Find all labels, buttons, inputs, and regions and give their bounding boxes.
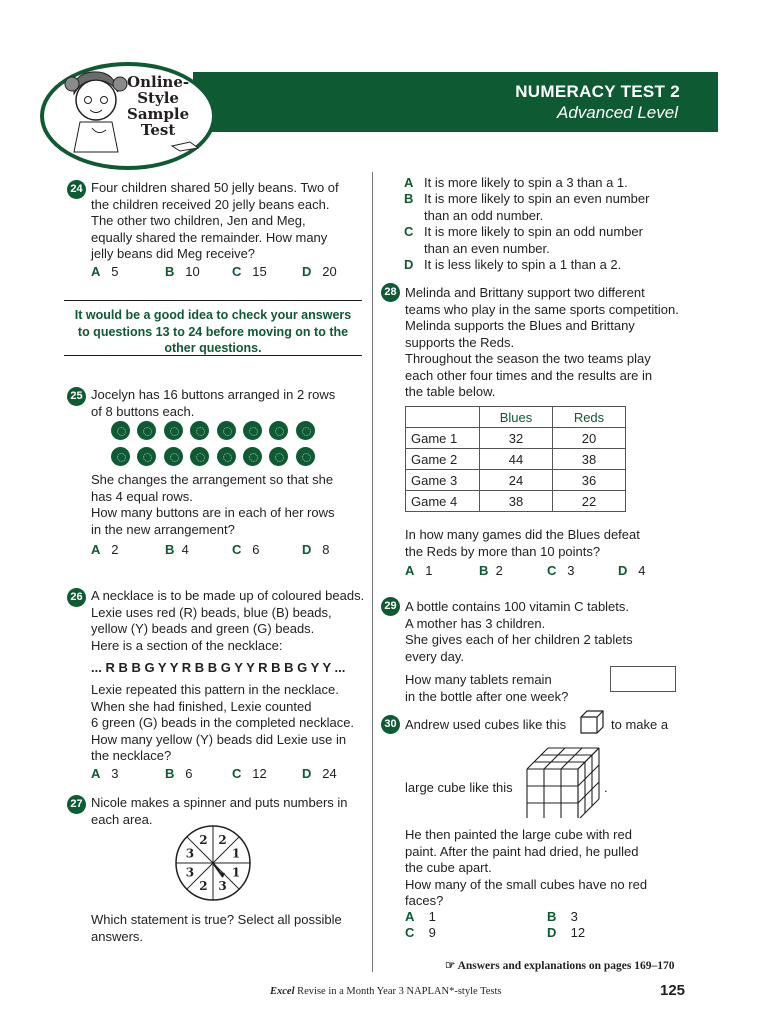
spinner-number: 1 [231, 865, 241, 880]
review-note: It would be a good idea to check your answers to questions 13 to 24 before moving on to the other questions. [64, 300, 362, 356]
option-b[interactable]: B 2 [479, 563, 503, 578]
question-27-text: Nicole makes a spinner and puts numbers in each area. [91, 795, 348, 827]
small-cube-icon [579, 709, 605, 735]
question-number-25: 25 [67, 387, 86, 406]
option-a[interactable]: A 5 [91, 264, 119, 279]
logo-label: Online- Style Sample Test [127, 73, 190, 139]
spinner-number: 2 [199, 832, 208, 847]
spinner-number: 3 [185, 865, 195, 880]
button-dot [296, 421, 315, 440]
button-dot [137, 421, 156, 440]
option-d[interactable]: D 4 [618, 563, 646, 578]
question-24-text: Four children shared 50 jelly beans. Two of the children received 20 jelly beans each. The other two children, Jen and Meg, equally shared the remainder. How many jelly beans did Meg receive? [91, 180, 339, 261]
question-30-text-2b: . [604, 780, 608, 795]
option-d[interactable]: D 8 [302, 542, 330, 557]
necklace-pattern: ... R B B G Y Y R B B G Y Y R B B G Y Y ... [91, 660, 346, 675]
option-c[interactable]: C 6 [232, 542, 260, 557]
question-28-text: Melinda and Brittany support two different teams who play in the same sports competition. Melinda supports the Blues and Brittany supports the Reds. Throughout the season the two teams play each other four times and the results are in the table below. [405, 285, 679, 399]
book-title: Excel Revise in a Month Year 3 NAPLAN*-style Tests [270, 986, 502, 997]
button-dot [243, 421, 262, 440]
option-b[interactable]: B 3 [547, 909, 578, 924]
question-28-text-2: In how many games did the Blues defeat the Reds by more than 10 points? [405, 527, 640, 559]
question-30-text-2a: large cube like this [405, 780, 513, 795]
table-row: Game 1 32 20 [406, 428, 626, 449]
button-dot [217, 421, 236, 440]
test-title: NUMERACY TEST 2 [515, 82, 680, 101]
question-30-text-1a: Andrew used cubes like this [405, 717, 567, 732]
option-c[interactable]: C 12 [232, 766, 267, 781]
large-cube-diagram [525, 746, 603, 818]
answer-box[interactable] [610, 666, 676, 692]
button-dot [111, 447, 130, 466]
question-30-text: He then painted the large cube with red paint. After the paint had dried, he pulled the cube apart. How many of the small cubes have no red faces? [405, 827, 648, 908]
question-30-text-1b: to make a [611, 717, 669, 732]
table-row: Game 4 38 22 [406, 491, 626, 512]
statement-c[interactable]: C It is more likely to spin an odd number than an even number. [404, 224, 643, 256]
button-dot [243, 447, 262, 466]
question-number-30: 30 [381, 715, 400, 734]
statement-a[interactable]: A It is more likely to spin a 3 than a 1. [404, 175, 628, 190]
question-number-24: 24 [67, 180, 86, 199]
header-bar [193, 72, 718, 132]
button-dot [190, 421, 209, 440]
spinner-number: 3 [185, 846, 195, 861]
question-number-27: 27 [67, 795, 86, 814]
button-dot [269, 447, 288, 466]
option-b[interactable]: B 10 [165, 264, 200, 279]
question-number-29: 29 [381, 597, 400, 616]
button-dot [217, 447, 236, 466]
option-b[interactable]: B 6 [165, 766, 193, 781]
option-a[interactable]: A 2 [91, 542, 119, 557]
option-c[interactable]: C 15 [232, 264, 267, 279]
table-row: Game 3 24 36 [406, 470, 626, 491]
button-dot [164, 421, 183, 440]
option-d[interactable]: D 20 [302, 264, 337, 279]
spinner-number: 2 [199, 879, 208, 894]
results-table [405, 406, 626, 512]
question-25-text-2: She changes the arrangement so that she has 4 equal rows. How many buttons are in each of her rows in the new arrangement? [91, 472, 335, 537]
column-divider [372, 172, 373, 972]
option-d[interactable]: D 12 [547, 925, 586, 940]
option-d[interactable]: D 24 [302, 766, 337, 781]
option-c[interactable]: C 9 [405, 925, 436, 940]
question-29-text: A bottle contains 100 vitamin C tablets. A mother has 3 children. She gives each of her children 2 tablets every day. [405, 599, 633, 664]
question-number-26: 26 [67, 588, 86, 607]
spinner-diagram [171, 823, 255, 903]
question-27-text-2: Which statement is true? Select all possible answers. [91, 912, 342, 944]
question-29-text-2: How many tablets remain in the bottle after one week? [405, 672, 569, 704]
button-dot [296, 447, 315, 466]
option-a[interactable]: A 1 [405, 909, 436, 924]
question-26-text: A necklace is to be made up of coloured beads. Lexie uses red (R) beads, blue (B) beads, yellow (Y) beads and green (G) beads. Here is a section of the necklace: [91, 588, 365, 653]
statement-b[interactable]: B It is more likely to spin an even number than an odd number. [404, 191, 650, 223]
button-dot [137, 447, 156, 466]
option-c[interactable]: C 3 [547, 563, 575, 578]
pointing-hand-icon: ☞ [445, 960, 458, 972]
table-row: Game 2 44 38 [406, 449, 626, 470]
statement-d[interactable]: D It is less likely to spin a 1 than a 2. [404, 257, 622, 272]
question-number-28: 28 [381, 283, 400, 302]
button-dot [190, 447, 209, 466]
spinner-number: 2 [218, 832, 227, 847]
spinner-number: 1 [231, 846, 241, 861]
paper-pencil-icon [170, 138, 200, 152]
option-b[interactable]: B 4 [165, 542, 189, 557]
table-header-row: Blues Reds [406, 407, 626, 428]
cartoon-girl-icon [62, 66, 128, 158]
option-a[interactable]: A 3 [91, 766, 119, 781]
option-a[interactable]: A 1 [405, 563, 433, 578]
test-level: Advanced Level [557, 103, 678, 122]
button-dot [164, 447, 183, 466]
button-dot [111, 421, 130, 440]
button-dot [269, 421, 288, 440]
page-number: 125 [660, 982, 686, 999]
question-25-text: Jocelyn has 16 buttons arranged in 2 rows of 8 buttons each. [91, 387, 336, 419]
spinner-number: 3 [218, 879, 227, 894]
answers-reference[interactable]: ☞ Answers and explanations on pages 169–170 [445, 960, 675, 972]
question-26-text-2: Lexie repeated this pattern in the necklace. When she had finished, Lexie counted 6 green (G) beads in the completed necklace. How many yellow (Y) beads did Lexie use in the necklace? [91, 682, 355, 763]
